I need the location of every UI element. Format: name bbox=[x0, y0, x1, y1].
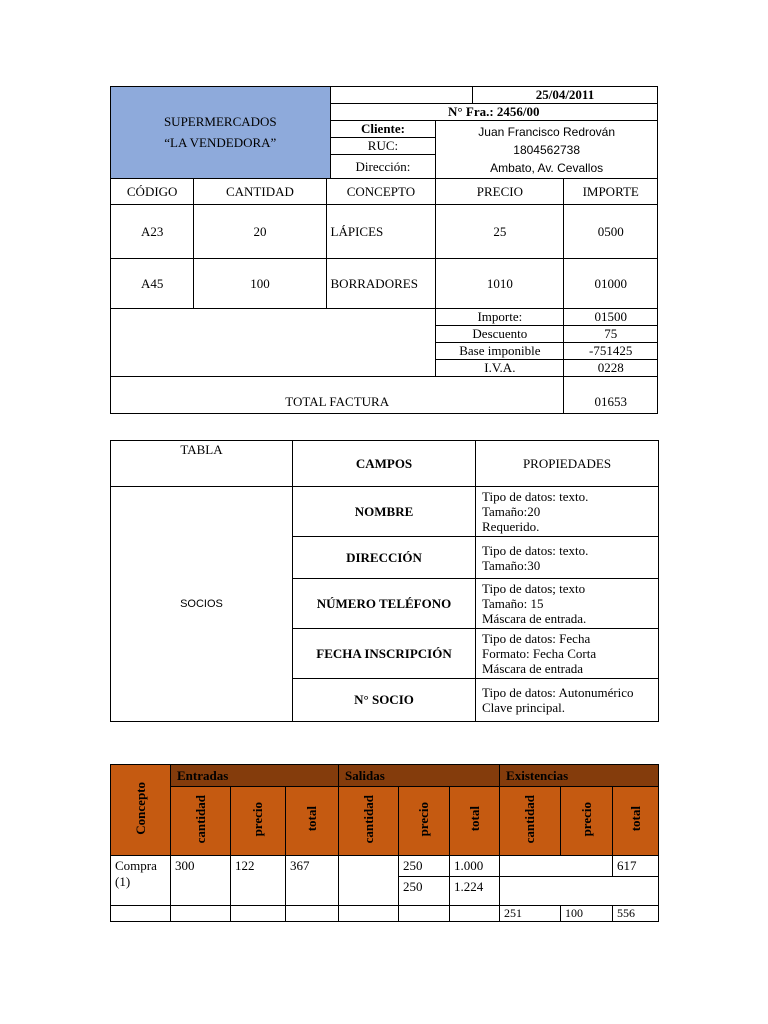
group-salidas: Salidas bbox=[339, 765, 500, 787]
property-line: Máscara de entrada bbox=[482, 661, 584, 676]
sub-precio: precio bbox=[578, 801, 594, 837]
summary-value: 01500 bbox=[564, 309, 658, 326]
field-properties bbox=[476, 629, 659, 679]
item-precio: 1010 bbox=[436, 259, 564, 309]
property-line: Tipo de datos: Fecha bbox=[482, 631, 591, 646]
client-info bbox=[436, 121, 658, 179]
field-row bbox=[111, 487, 659, 537]
item-concepto: BORRADORES bbox=[326, 259, 436, 309]
item-concepto: LÁPICES bbox=[326, 205, 436, 259]
sub-cantidad: cantidad bbox=[360, 794, 376, 844]
client-label: Cliente: bbox=[330, 121, 436, 138]
property-line: Tamaño:30 bbox=[482, 557, 541, 573]
concept-cell: Compra (1) bbox=[111, 856, 171, 906]
sub-precio: precio bbox=[416, 801, 432, 837]
brand-line-1: SUPERMERCADOS bbox=[163, 113, 277, 129]
field-properties bbox=[476, 487, 659, 537]
header-precio: PRECIO bbox=[436, 179, 564, 205]
summary-value: 75 bbox=[564, 326, 658, 343]
out-precio: 250 bbox=[399, 877, 450, 906]
invoice-date: 25/04/2011 bbox=[472, 87, 657, 104]
field-name: N° SOCIO bbox=[293, 679, 476, 722]
item-cantidad: 100 bbox=[194, 259, 326, 309]
property-line: Formato: Fecha Corta bbox=[482, 646, 597, 661]
header-campos: CAMPOS bbox=[293, 441, 476, 487]
sub-cantidad: cantidad bbox=[522, 794, 538, 844]
property-line: Tipo de datos: texto. bbox=[482, 542, 589, 558]
property-line: Tipo de datos; texto bbox=[482, 581, 586, 596]
summary-value: -751425 bbox=[564, 343, 658, 360]
field-name: NÚMERO TELÉFONO bbox=[293, 579, 476, 629]
summary-value: 0228 bbox=[564, 360, 658, 377]
property-line: Máscara de entrada. bbox=[482, 611, 587, 626]
property-line: Tipo de datos: texto. bbox=[482, 489, 589, 504]
item-codigo: A23 bbox=[111, 205, 194, 259]
ex-cantidad: 251 bbox=[500, 906, 561, 922]
header-importe: IMPORTE bbox=[564, 179, 658, 205]
invoice-number: N° Fra.: 2456/00 bbox=[330, 104, 657, 121]
group-existencias: Existencias bbox=[500, 765, 659, 787]
kardex-table bbox=[110, 764, 659, 922]
item-row bbox=[111, 259, 658, 309]
client-name: Juan Francisco Redrován bbox=[478, 124, 616, 139]
invoice-table bbox=[110, 86, 658, 414]
field-name: DIRECCIÓN bbox=[293, 537, 476, 579]
sub-total: total bbox=[466, 806, 482, 832]
brand-line-2: “LA VENDEDORA” bbox=[164, 134, 277, 150]
table-name: SOCIOS bbox=[111, 487, 293, 722]
sub-total: total bbox=[627, 806, 643, 832]
item-importe: 01000 bbox=[564, 259, 658, 309]
client-address: Ambato, Av. Cevallos bbox=[490, 160, 604, 175]
property-line: Tamaño:20 bbox=[482, 504, 541, 519]
item-cantidad: 20 bbox=[194, 205, 326, 259]
total-value: 01653 bbox=[564, 377, 658, 414]
header-concepto: CONCEPTO bbox=[326, 179, 436, 205]
item-codigo: A45 bbox=[111, 259, 194, 309]
header-cantidad: CANTIDAD bbox=[194, 179, 326, 205]
sub-total: total bbox=[304, 806, 320, 832]
kardex-row bbox=[111, 906, 659, 922]
summary-label: Descuento bbox=[436, 326, 564, 343]
ex-total: 556 bbox=[613, 906, 659, 922]
client-ruc: 1804562738 bbox=[513, 142, 581, 157]
group-entradas: Entradas bbox=[171, 765, 339, 787]
field-properties bbox=[476, 579, 659, 629]
ex-precio: 100 bbox=[561, 906, 613, 922]
item-precio: 25 bbox=[436, 205, 564, 259]
header-codigo: CÓDIGO bbox=[111, 179, 194, 205]
property-line: Clave principal. bbox=[482, 700, 566, 715]
address-label: Dirección: bbox=[330, 155, 436, 179]
ex-total: 617 bbox=[613, 856, 659, 877]
field-name: FECHA INSCRIPCIÓN bbox=[293, 629, 476, 679]
property-line: Tamaño: 15 bbox=[482, 596, 544, 611]
sub-precio: precio bbox=[250, 801, 265, 837]
header-propiedades: PROPIEDADES bbox=[476, 441, 659, 487]
total-label: TOTAL FACTURA bbox=[111, 377, 564, 414]
property-line: Tipo de datos: Autonumérico bbox=[482, 685, 634, 700]
out-precio: 250 bbox=[399, 856, 450, 877]
item-importe: 0500 bbox=[564, 205, 658, 259]
summary-label: I.V.A. bbox=[436, 360, 564, 377]
header-tabla: TABLA bbox=[111, 441, 293, 487]
store-brand bbox=[111, 87, 331, 179]
item-row bbox=[111, 205, 658, 259]
sub-cantidad: cantidad bbox=[192, 794, 208, 844]
field-name: NOMBRE bbox=[293, 487, 476, 537]
concepto-header bbox=[111, 765, 171, 856]
out-total: 1.224 bbox=[450, 877, 500, 906]
out-total: 1.000 bbox=[450, 856, 500, 877]
ruc-label: RUC: bbox=[330, 138, 436, 155]
fields-table bbox=[110, 440, 659, 722]
in-precio: 122 bbox=[231, 856, 286, 906]
in-cantidad: 300 bbox=[171, 856, 231, 906]
concepto-label: Concepto bbox=[132, 781, 148, 835]
field-properties bbox=[476, 537, 659, 579]
property-line: Requerido. bbox=[482, 519, 540, 534]
in-total: 367 bbox=[286, 856, 339, 906]
kardex-row bbox=[111, 856, 659, 877]
field-properties bbox=[476, 679, 659, 722]
summary-label: Importe: bbox=[436, 309, 564, 326]
summary-label: Base imponible bbox=[436, 343, 564, 360]
